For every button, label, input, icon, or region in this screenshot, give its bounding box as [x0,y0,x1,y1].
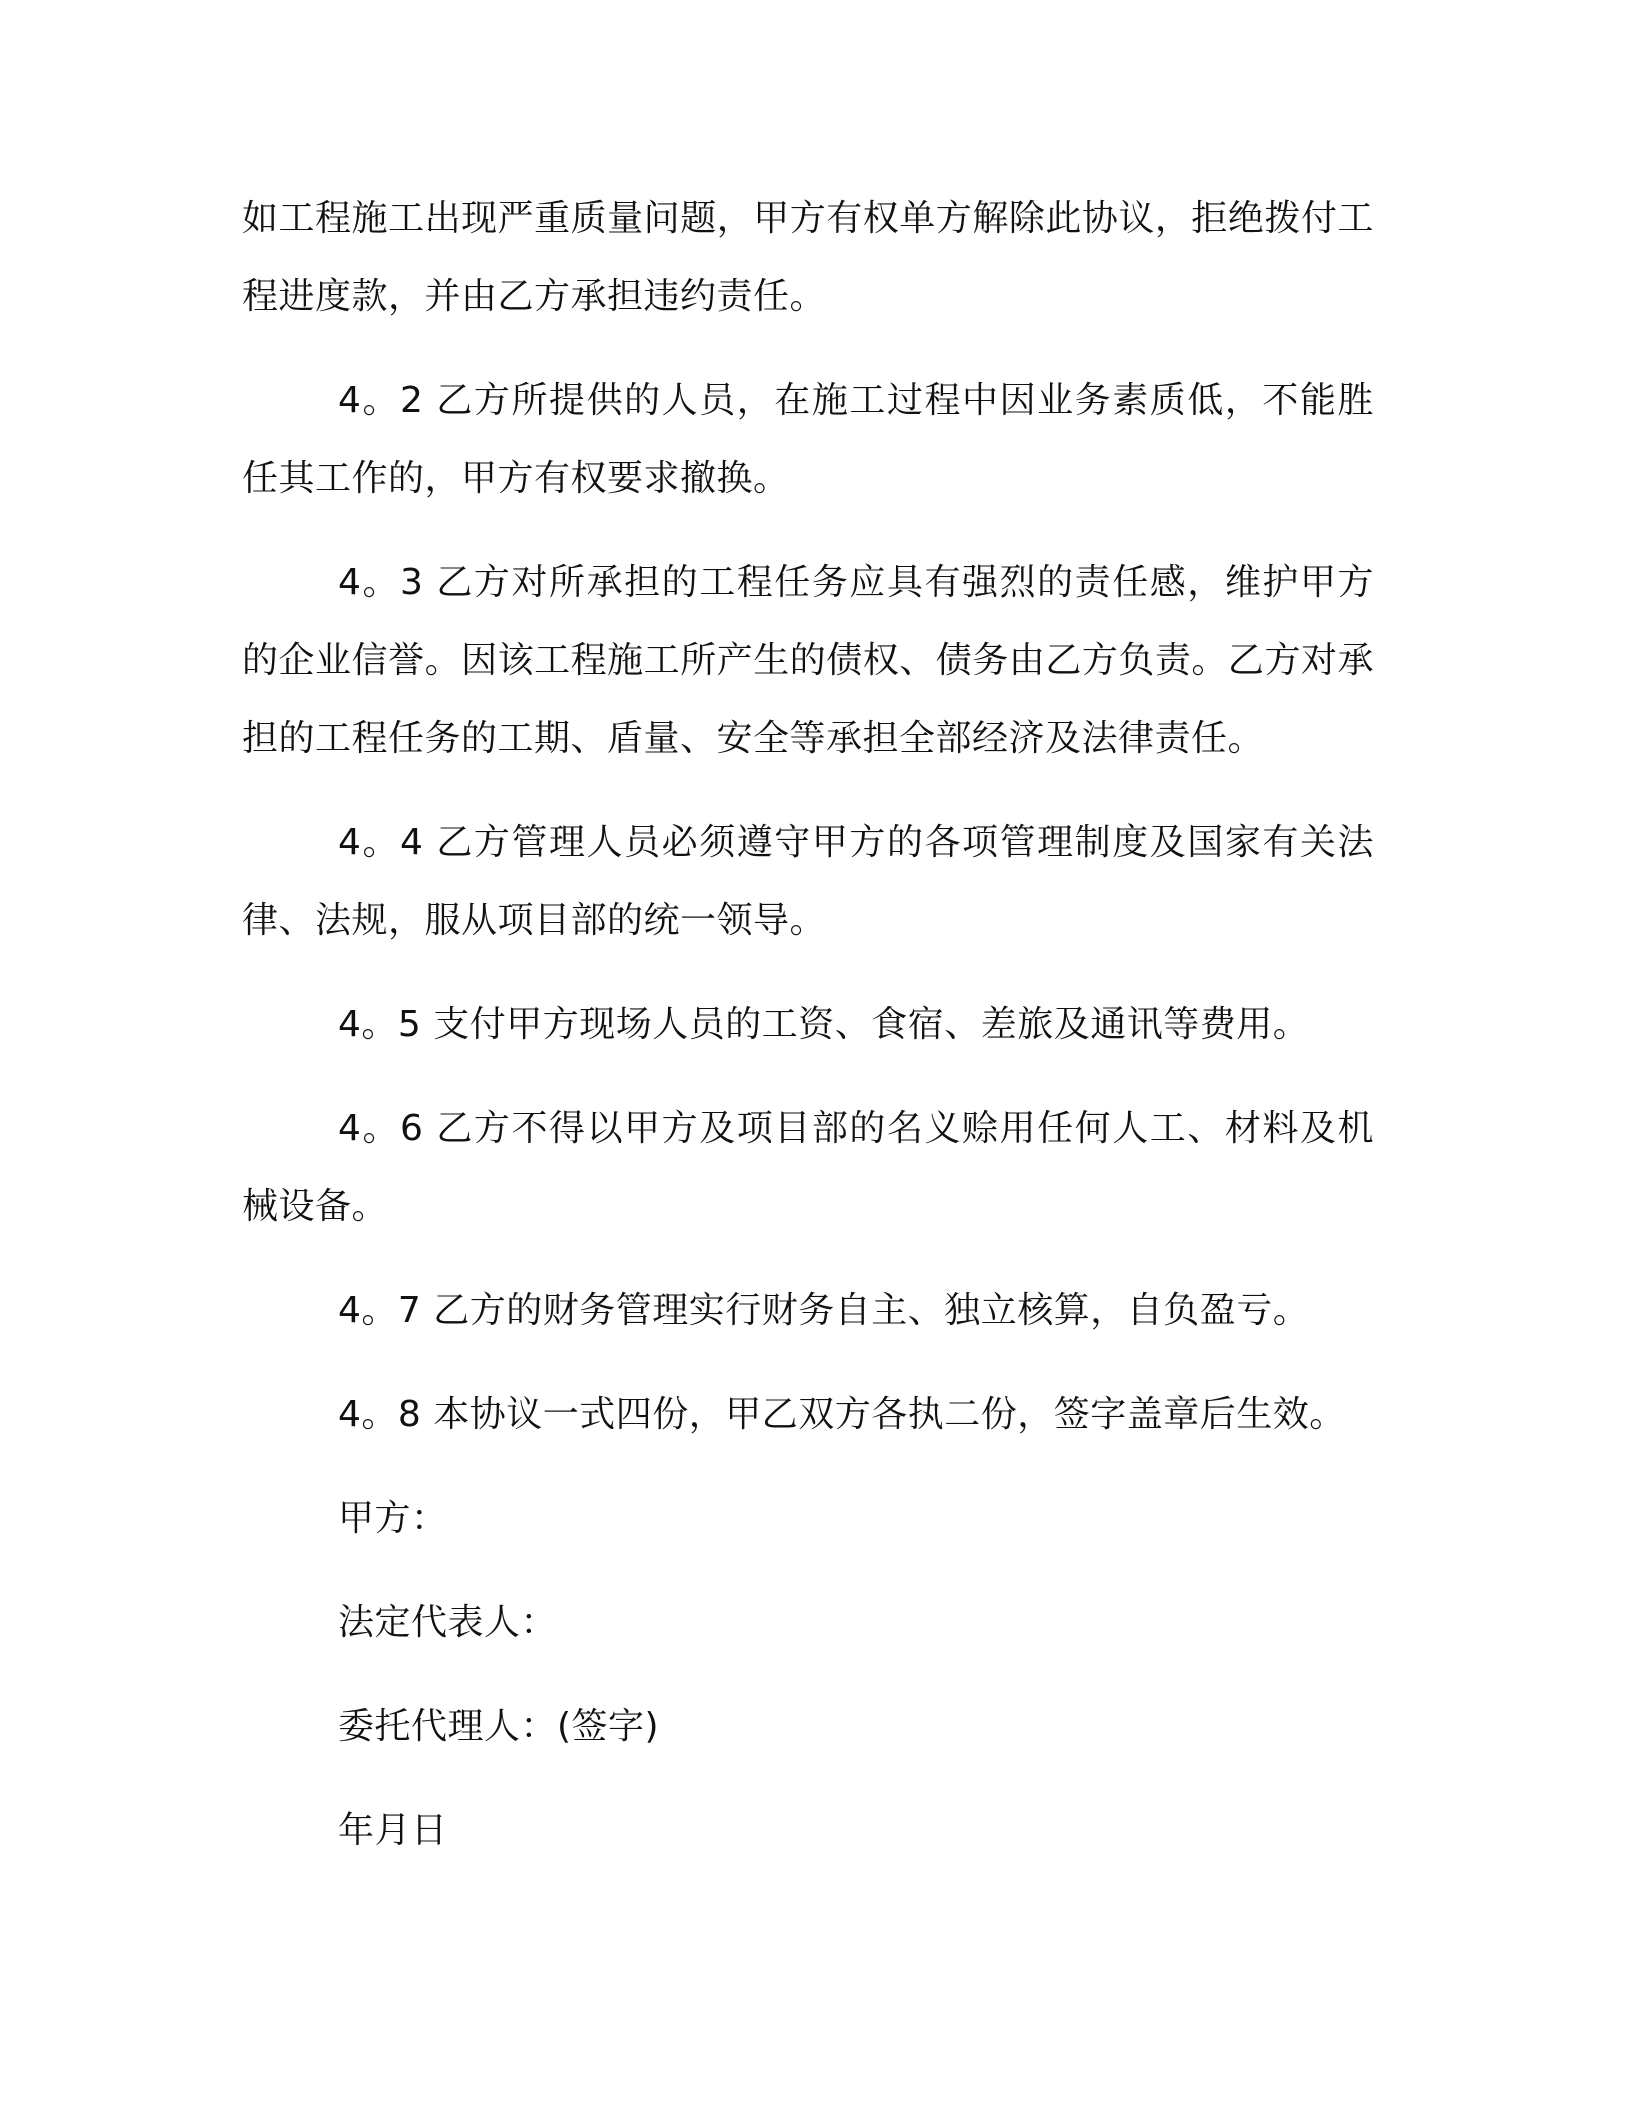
clause-4-8: 4。8 本协议一式四份，甲乙双方各执二份，签字盖章后生效。 [338,1394,1346,1435]
clause-4-5: 4。5 支付甲方现场人员的工资、食宿、差旅及通讯等费用。 [338,1004,1310,1045]
clause-4-7: 4。7 乙方的财务管理实行财务自主、独立核算，自负盈亏。 [338,1290,1310,1331]
paragraph-continuation: 如工程施工出现严重质量问题，甲方有权单方解除此协议，拒绝拨付工程进度款，并由乙方承担违约责任。 [242,198,1374,317]
document-body [242,180,1374,1870]
party-a-label: 甲方： [338,1498,448,1539]
signature-block [242,1480,1374,1870]
clause-4-2: 4。2 乙方所提供的人员，在施工过程中因业务素质低，不能胜任其工作的，甲方有权要求撤换。 [242,380,1374,499]
date-label: 年月日 [338,1810,448,1851]
clause-4-4: 4。4 乙方管理人员必须遵守甲方的各项管理制度及国家有关法律、法规，服从项目部的统一领导。 [242,822,1374,941]
clause-4-3: 4。3 乙方对所承担的工程任务应具有强烈的责任感，维护甲方的企业信誉。因该工程施工所产生的债权、债务由乙方负责。乙方对承担的工程任务的工期、盾量、安全等承担全部经济及法律责任。 [242,562,1374,759]
authorized-agent-label: 委托代理人：(签字) [338,1706,660,1747]
legal-representative-label: 法定代表人： [338,1602,558,1643]
clause-4-6: 4。6 乙方不得以甲方及项目部的名义赊用任何人工、材料及机械设备。 [242,1108,1374,1227]
